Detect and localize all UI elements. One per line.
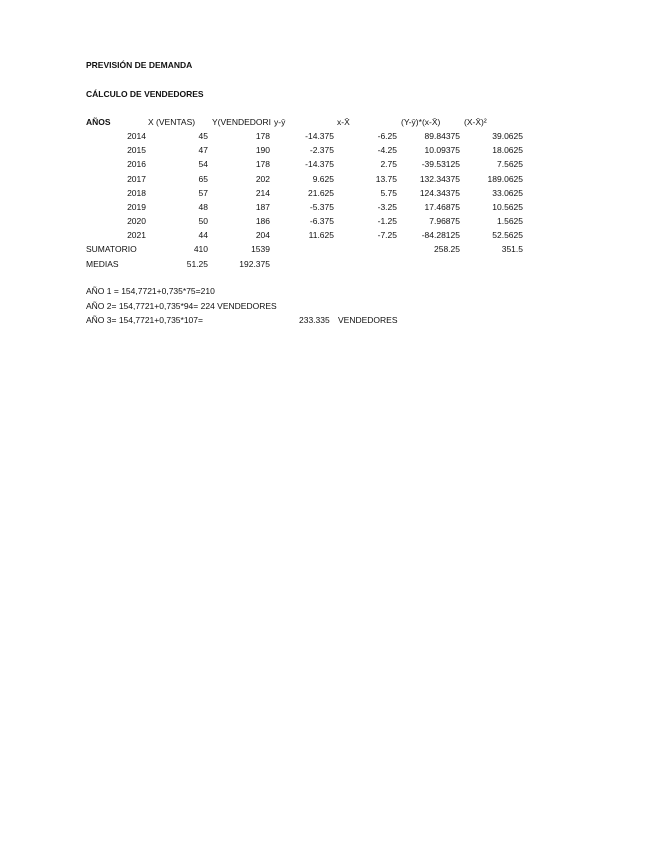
row-year: 2018 <box>127 187 146 198</box>
forecast-year-3-value: 233.335 <box>299 315 330 325</box>
forecast-year-3: AÑO 3= 154,7721+0,735*107= <box>86 315 203 325</box>
row-y-dev: -5.375 <box>309 202 334 212</box>
row-x-dev: -6.25 <box>377 131 397 141</box>
row-square: 52.5625 <box>492 230 523 241</box>
header-anos: AÑOS <box>86 117 111 127</box>
document-title: PREVISIÓN DE DEMANDA <box>86 60 193 70</box>
medias-y: 192.375 <box>239 259 270 269</box>
row-ventas: 44 <box>198 230 208 241</box>
row-product: -84.28125 <box>421 230 460 241</box>
row-vendedores: 190 <box>255 145 270 156</box>
sumatorio-prod: 258.25 <box>434 244 460 254</box>
row-x-dev: -3.25 <box>377 202 397 212</box>
row-y-dev: 21.625 <box>308 187 334 198</box>
forecast-year-1: AÑO 1 = 154,7721+0,735*75=210 <box>86 286 215 296</box>
row-year: 2014 <box>127 131 146 141</box>
row-vendedores: 178 <box>255 131 270 141</box>
sumatorio-sq: 351.5 <box>501 244 523 254</box>
row-product: 89.84375 <box>424 131 460 141</box>
row-square: 7.5625 <box>497 159 523 170</box>
row-ventas: 48 <box>198 202 208 212</box>
row-vendedores: 187 <box>255 202 270 212</box>
row-y-dev: -14.375 <box>305 131 334 141</box>
forecast-year-3-unit: VENDEDORES <box>338 315 398 325</box>
row-ventas: 50 <box>198 216 208 227</box>
row-x-dev: -1.25 <box>377 216 397 227</box>
header-x-dev: x-X̄ <box>337 117 350 127</box>
row-vendedores: 202 <box>255 173 270 184</box>
row-year: 2019 <box>127 202 146 212</box>
row-ventas: 65 <box>198 173 208 184</box>
document-subtitle: CÁLCULO DE VENDEDORES <box>86 89 204 99</box>
header-vendedores: Y(VENDEDORI <box>212 117 272 127</box>
sumatorio-label: SUMATORIO <box>86 244 137 254</box>
row-square: 189.0625 <box>487 173 523 184</box>
row-product: 7.96875 <box>429 216 460 227</box>
row-product: 124.34375 <box>419 187 460 198</box>
row-x-dev: 5.75 <box>380 187 397 198</box>
row-ventas: 47 <box>198 145 208 156</box>
forecast-year-2: AÑO 2= 154,7721+0,735*94= 224 VENDEDORES <box>86 301 277 311</box>
row-y-dev: 9.625 <box>312 173 334 184</box>
row-y-dev: -6.375 <box>309 216 334 227</box>
row-y-dev: 11.625 <box>308 230 334 241</box>
row-vendedores: 178 <box>255 159 270 170</box>
sumatorio-y: 1539 <box>251 244 270 254</box>
header-square: (X-X̄)² <box>464 117 487 127</box>
row-product: 17.46875 <box>424 202 460 212</box>
row-square: 18.0625 <box>492 145 523 156</box>
medias-label: MEDIAS <box>86 259 119 269</box>
row-y-dev: -2.375 <box>309 145 334 156</box>
row-year: 2017 <box>127 173 146 184</box>
row-x-dev: -7.25 <box>377 230 397 241</box>
row-year: 2015 <box>127 145 146 156</box>
row-product: -39.53125 <box>421 159 460 170</box>
row-vendedores: 186 <box>255 216 270 227</box>
row-year: 2021 <box>127 230 146 241</box>
row-square: 1.5625 <box>497 216 523 227</box>
header-ventas: X (VENTAS) <box>148 117 196 127</box>
row-product: 132.34375 <box>419 173 460 184</box>
row-ventas: 57 <box>198 187 208 198</box>
header-y-dev: y-ȳ <box>274 117 286 127</box>
sumatorio-x: 410 <box>193 244 208 254</box>
header-product: (Y-ȳ)*(x-X̄) <box>401 117 441 127</box>
row-square: 33.0625 <box>492 187 523 198</box>
row-vendedores: 214 <box>255 187 270 198</box>
row-x-dev: 13.75 <box>375 173 397 184</box>
row-year: 2020 <box>127 216 146 227</box>
row-x-dev: -4.25 <box>377 145 397 156</box>
row-y-dev: -14.375 <box>305 159 334 170</box>
row-year: 2016 <box>127 159 146 170</box>
row-ventas: 54 <box>198 159 208 170</box>
row-product: 10.09375 <box>424 145 460 156</box>
medias-x: 51.25 <box>186 259 208 269</box>
row-x-dev: 2.75 <box>380 159 397 170</box>
row-vendedores: 204 <box>255 230 270 241</box>
row-square: 10.5625 <box>492 202 523 212</box>
row-ventas: 45 <box>198 131 208 141</box>
row-square: 39.0625 <box>492 131 523 141</box>
